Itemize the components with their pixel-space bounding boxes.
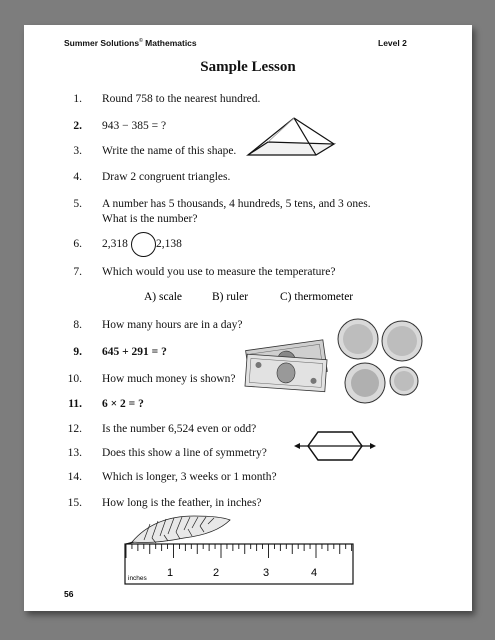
ruler-number-1: 1 [166,567,174,579]
option-b[interactable]: B) ruler [212,291,249,303]
ruler-number-3: 3 [262,567,270,579]
dollar-bills-image [244,337,330,393]
hexagon-symmetry-image [294,429,376,463]
coins-image [336,317,430,407]
pyramid-image [246,116,336,158]
header-right: Level 2 [378,38,407,48]
page-title: Sample Lesson [200,59,296,75]
ruler-number-4: 4 [310,567,318,579]
ruler-number-2: 2 [212,567,220,579]
ruler-image [124,543,354,585]
compare-circle[interactable] [131,232,156,257]
page-number: 56 [64,589,74,599]
ruler-unit-label: inches [128,575,147,582]
option-c[interactable]: C) thermometer [280,291,354,303]
option-a[interactable]: A) scale [144,291,182,303]
header-left: Summer Solutions© Mathematics [64,38,197,48]
worksheet-page: Summer Solutions© Mathematics Level 2 Sample Lesson 1. Round 758 to the nearest hundred. 2. 943 − 385 = ? 3. Write the name of this shape. 4. Draw 2 congruent triangles. 5. A number has 5 thousands, 4 hundreds, 5 tens, and 3 ones. What is the number? 6. 2,318 2,138 7. Which would you use to measure the temperature? A) scale B) ruler C) thermometer 8. How many hours are in a day? 9. 645 + 291 = ? 10. How much money is shown? 11. 6 × 2 = ? 12. Is the number 6,524 even or odd? 13. Does this show a line of symmetry? 14. Which is longer, 3 weeks or 1 month? 15. How long is the feather, in inches? inches 1 2 3 4 56 [24,25,472,611]
